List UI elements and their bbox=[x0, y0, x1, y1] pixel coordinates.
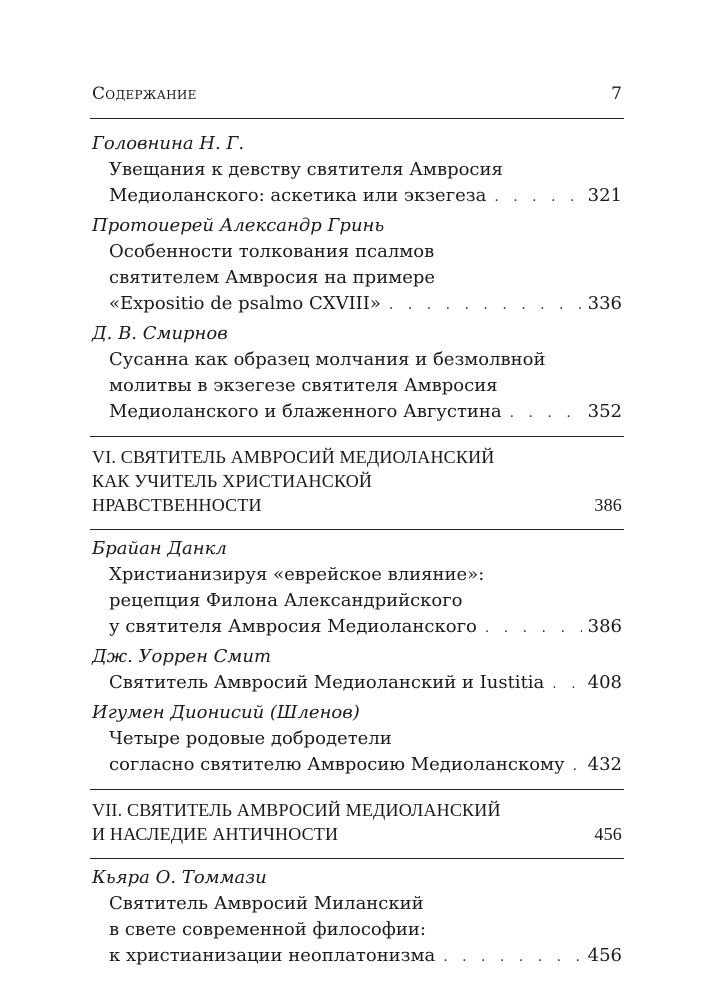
entry-title-last-line bbox=[92, 183, 622, 210]
dot-leader bbox=[573, 753, 582, 779]
entry-page-number: 432 bbox=[587, 754, 622, 775]
toc-entry[interactable] bbox=[92, 131, 622, 210]
entry-page-number: 408 bbox=[587, 672, 622, 693]
section-title-line: VII. СВЯТИТЕЛЬ АМВРОСИЙ МЕДИОЛАНСКИЙ bbox=[92, 800, 501, 820]
entry-title-text: к христианизации неоплатонизма bbox=[109, 945, 436, 966]
entry-title-line: Увещания к девству святителя Амвросия bbox=[109, 159, 503, 180]
dot-leader bbox=[443, 944, 581, 970]
running-title: Содержание bbox=[92, 84, 197, 104]
entry-title-line: в свете современной философии: bbox=[109, 919, 426, 940]
toc-entry[interactable] bbox=[92, 865, 622, 970]
entry-title-text: «Expositio de psalmo CXVIII» bbox=[109, 293, 381, 314]
section-title-line: VI. СВЯТИТЕЛЬ АМВРОСИЙ МЕДИОЛАНСКИЙ bbox=[92, 447, 495, 467]
dot-leader bbox=[494, 184, 581, 210]
section-title-line: КАК УЧИТЕЛЬ ХРИСТИАНСКОЙ bbox=[92, 471, 373, 491]
entry-author: Игумен Дионисий (Шленов) bbox=[92, 702, 360, 723]
entry-page-number: 456 bbox=[587, 945, 622, 966]
page-number: 7 bbox=[611, 84, 622, 104]
toc-section-heading[interactable] bbox=[92, 798, 622, 846]
entry-author: Брайан Данкл bbox=[92, 538, 227, 559]
entry-page-number: 321 bbox=[587, 185, 622, 206]
entry-title-text: Медиоланского и блаженного Августина bbox=[109, 401, 502, 422]
section-title-last-line bbox=[92, 822, 622, 846]
section-rule-top bbox=[90, 789, 624, 790]
entry-title-last-line bbox=[92, 943, 622, 970]
entry-title-line: рецепция Филона Александрийского bbox=[109, 590, 463, 611]
entry-author: Дж. Уоррен Смит bbox=[92, 646, 272, 667]
entry-page-number: 352 bbox=[587, 401, 622, 422]
entry-title-line: Четыре родовые добродетели bbox=[109, 728, 392, 749]
entry-title-last-line bbox=[92, 670, 622, 697]
header-rule bbox=[90, 118, 624, 119]
entry-author: Кьяра О. Томмази bbox=[92, 867, 267, 888]
section-title-text: И НАСЛЕДИЕ АНТИЧНОСТИ bbox=[92, 824, 339, 844]
section-rule-bottom bbox=[90, 529, 624, 530]
section-title-text: НРАВСТВЕННОСТИ bbox=[92, 495, 262, 515]
entry-author: Д. В. Смирнов bbox=[92, 323, 228, 344]
toc-entry[interactable] bbox=[92, 644, 622, 697]
toc-entry[interactable] bbox=[92, 213, 622, 318]
toc-entry[interactable] bbox=[92, 700, 622, 779]
toc-entry[interactable] bbox=[92, 536, 622, 641]
section-page-number: 386 bbox=[594, 495, 622, 515]
entry-title-line: Святитель Амвросий Миланский bbox=[109, 893, 424, 914]
toc-section-heading[interactable] bbox=[92, 445, 622, 517]
entry-title-text: Медиоланского: аскетика или экзегеза bbox=[109, 185, 487, 206]
entry-title-text: у святителя Амвросия Медиоланского bbox=[109, 616, 477, 637]
section-title-last-line bbox=[92, 493, 622, 517]
entry-title-last-line bbox=[92, 752, 622, 779]
dot-leader bbox=[389, 292, 582, 318]
dot-leader bbox=[485, 615, 582, 641]
entry-page-number: 336 bbox=[587, 293, 622, 314]
entry-title-last-line bbox=[92, 291, 622, 318]
table-of-contents bbox=[92, 128, 622, 970]
entry-page-number: 386 bbox=[587, 616, 622, 637]
entry-author: Головнина Н. Г. bbox=[92, 133, 245, 154]
running-head bbox=[92, 84, 622, 104]
entry-title-line: Сусанна как образец молчания и безмолвной bbox=[109, 349, 546, 370]
entry-title-line: святителем Амвросия на примере bbox=[109, 267, 436, 288]
entry-title-line: молитвы в экзегезе святителя Амвросия bbox=[109, 375, 498, 396]
entry-title-text: Святитель Амвросий Медиоланский и Iustitia bbox=[109, 672, 545, 693]
entry-title-text: согласно святителю Амвросию Медиоланскому bbox=[109, 754, 565, 775]
entry-title-last-line bbox=[92, 614, 622, 641]
section-rule-bottom bbox=[90, 858, 624, 859]
entry-title-line: Христианизируя «еврейское влияние»: bbox=[109, 564, 485, 585]
entry-title-last-line bbox=[92, 399, 622, 426]
toc-entry[interactable] bbox=[92, 321, 622, 426]
dot-leader bbox=[552, 671, 581, 697]
section-page-number: 456 bbox=[594, 824, 622, 844]
entry-title-line: Особенности толкования псалмов bbox=[109, 241, 435, 262]
dot-leader bbox=[510, 400, 582, 426]
entry-author: Протоиерей Александр Гринь bbox=[92, 215, 385, 236]
section-rule-top bbox=[90, 436, 624, 437]
